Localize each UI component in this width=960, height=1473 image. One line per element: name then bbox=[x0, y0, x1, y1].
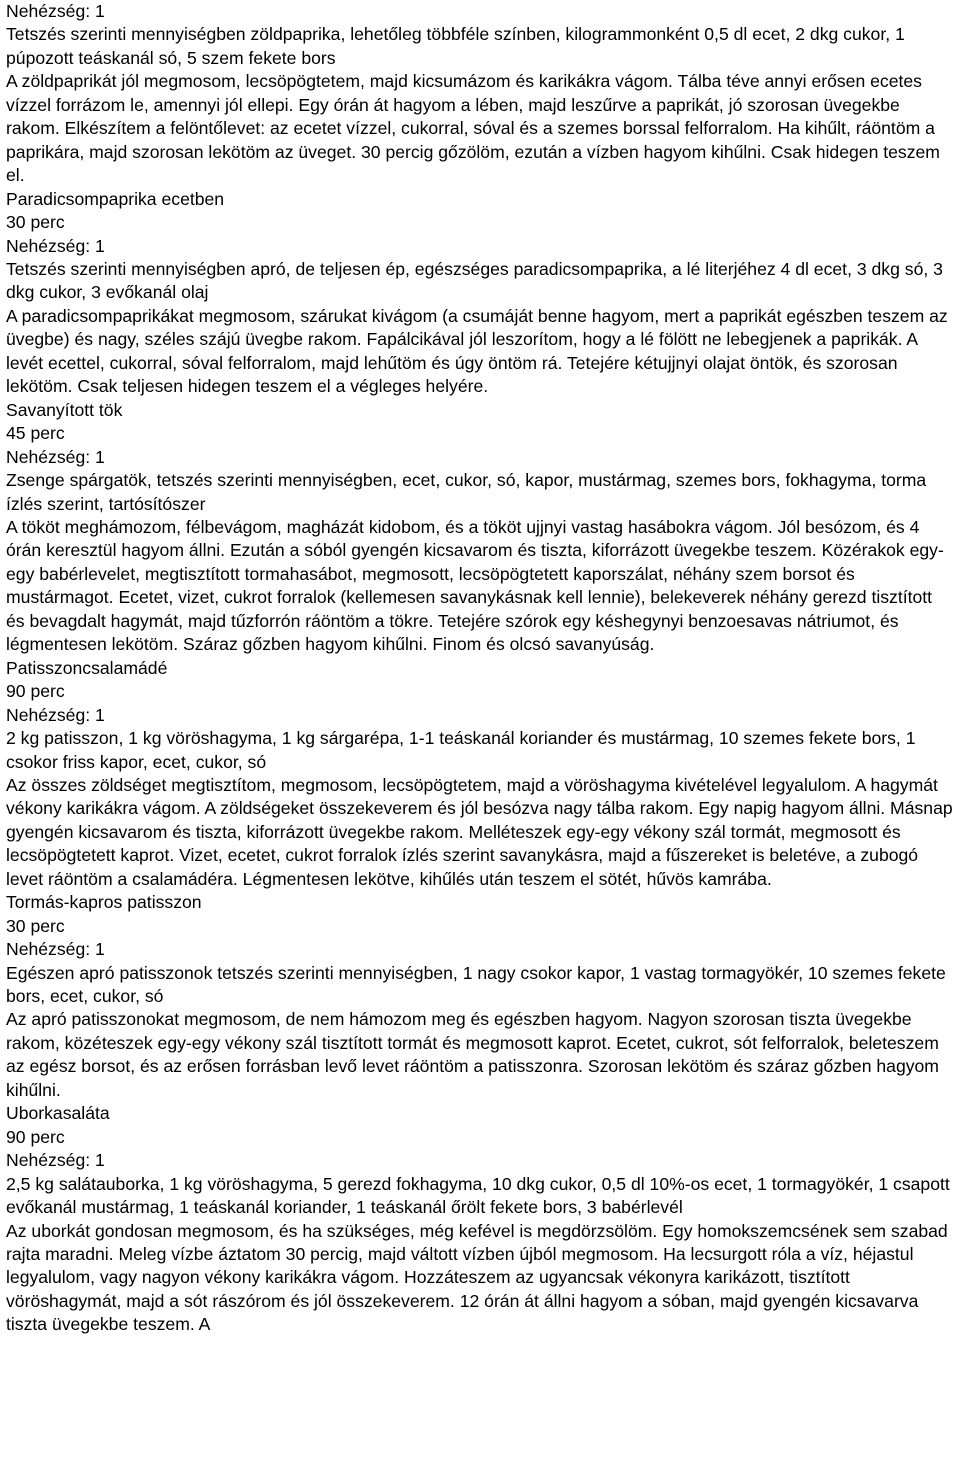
recipe-patisszoncsalamade bbox=[6, 657, 958, 892]
recipe-time: 90 perc bbox=[6, 1126, 65, 1147]
recipe-savanyitott-tok bbox=[6, 399, 954, 657]
recipe-paradicsompaprika bbox=[6, 188, 954, 399]
recipe-method: A paradicsompaprikákat megmosom, szárukat kivágom (a csumáját benne hagyom, mert a paprikát egészben teszem az üvegbe) és nagy, széles szájú üvegbe rakom. Fapálcikával jól leszorítom, hogy a lé fölött ne lebegjenek a paprikák. A levét ecettel, cukorral, sóval felforralom, majd lehűtöm és úgy öntöm rá. Tetejére kétujjnyi olajat öntök, és szorosan lekötöm. Csak teljesen hidegen teszem el a végleges helyére. bbox=[6, 305, 953, 397]
recipe-ingredients: Zsenge spárgatök, tetszés szerinti mennyiségben, ecet, cukor, só, kapor, mustármag, szemes bors, fokhagyma, torma ízlés szerint, tartósítószer bbox=[6, 470, 932, 514]
recipe-ingredients: Tetszés szerinti mennyiségben zöldpaprika, lehetőleg többféle színben, kilogrammonként 0,5 dl ecet, 2 dkg cukor, 1 púpozott teáskanál só, 5 szem fekete bors bbox=[6, 24, 910, 68]
recipe-method: A zöldpaprikát jól megmosom, lecsöpögtetem, majd kicsumázom és karikákra vágom. Tálba téve annyi erősen ecetes vízzel forrázom le, amennyi jól ellepi. Egy órán át hagyom a lében, majd leszűrve a paprikát, jó szorosan üvegekbe rakom. Elkészítem a felöntőlevet: az ecetet vízzel, cukorral, sóval és a szemes borssal felforralom. Ha kihűlt, ráöntöm a paprikára, majd szorosan lekötöm az üveget. 30 percig gőzölöm, ezután a vízben hagyom kihűlni. Csak hidegen teszem el. bbox=[6, 71, 945, 186]
recipe-ingredients: 2 kg patisszon, 1 kg vöröshagyma, 1 kg sárgarépa, 1-1 teáskanál koriander és mustármag, 10 szemes fekete bors, 1 csokor friss kapor, ecet, cukor, só bbox=[6, 728, 921, 772]
recipe-title: Uborkasaláta bbox=[6, 1103, 110, 1124]
recipe-time: 30 perc bbox=[6, 915, 65, 936]
recipe-time: 45 perc bbox=[6, 423, 65, 444]
recipe-difficulty: Nehézség: 1 bbox=[6, 939, 105, 960]
recipe-title: Paradicsompaprika ecetben bbox=[6, 188, 225, 209]
recipe-difficulty: Nehézség: 1 bbox=[6, 1, 105, 21]
recipe-time: 90 perc bbox=[6, 681, 65, 702]
recipe-difficulty: Nehézség: 1 bbox=[6, 446, 105, 467]
recipe-method: Az apró patisszonokat megmosom, de nem hámozom meg és egészben hagyom. Nagyon szorosan tiszta üvegekbe rakom, közéteszek egy-egy vékony szál tisztított tormát és megmosott kaprot. Ecetet, cukrot, sót felforralok, beleteszem az egész borsot, és az erősen forrásban levő levet ráöntöm a patisszonra. Szorosan lekötöm és száraz gőzben hagyom kihűlni. bbox=[6, 1009, 944, 1100]
recipe-method: A tököt meghámozom, félbevágom, magházát kidobom, és a tököt ujjnyi vastag hasábokra vágom. Jól besózom, és 4 órán keresztül hagyom állni. Ezután a sóból gyengén kicsavarom és tiszta, kiforrázott üvegekbe teszem. Közérakok egy-egy babérlevelet, megtisztított tormahasábot, megmosott, lecsöpögtetett kaporszálat, néhány szem borsot és mustármagot. Ecetet, vizet, cukrot forralok (kellemesen savanykásnak kell lennie), belekeverek néhány gerezd tisztított és bevagdalt hagymát, majd tűzforrón ráöntöm a tökre. Tetejére szórok egy késhegynyi benzoesavas nátriumot, és légmentesen lekötöm. Száraz gőzben hagyom kihűlni. Finom és olcsó savanyúság. bbox=[6, 516, 944, 655]
recipe-difficulty: Nehézség: 1 bbox=[6, 1150, 105, 1171]
recipe-difficulty: Nehézség: 1 bbox=[6, 704, 105, 725]
recipe-method: Az uborkát gondosan megmosom, és ha szükséges, még kefével is megdörzsölöm. Egy homokszemcsének sem szabad rajta maradni. Meleg vízbe áztatom 30 percig, majd váltott vízben újból megmosom. Ha lecsurgott róla a víz, héjastul legyalulom, vagy nagyon vékony karikákra vágom. Hozzáteszem az ugyancsak vékonyra karikázott, tisztított vöröshagymát, majd a sót rászórom és jól összekeverem. 12 órán át állni hagyom a sóban, majd gyengén kicsavarva tiszta üvegekbe teszem. A bbox=[6, 1220, 953, 1335]
recipe-tormas-kapros-patisszon bbox=[6, 891, 954, 1102]
recipe-title: Patisszoncsalamádé bbox=[6, 657, 168, 678]
recipe-time: 30 perc bbox=[6, 212, 65, 233]
recipe-title: Savanyított tök bbox=[6, 399, 123, 420]
recipe-intro bbox=[6, 0, 954, 188]
recipe-ingredients: Tetszés szerinti mennyiségben apró, de teljesen ép, egészséges paradicsompaprika, a lé literjéhez 4 dl ecet, 3 dkg só, 3 dkg cukor, 3 evőkanál olaj bbox=[6, 258, 948, 303]
recipe-difficulty: Nehézség: 1 bbox=[6, 235, 105, 256]
recipe-method: Az összes zöldséget megtisztítom, megmosom, lecsöpögtetem, majd a vöröshagyma kivételével legyalulom. A hagymát vékony karikákra vágom. A zöldségeket összekeverem és jól besózva nagy tálba rakom. Egy napig hagyom állni. Másnap gyengén kicsavarom és tiszta, kiforrázott üvegekbe rakom. Melléteszek egy-egy vékony szál tormát, megmosott és lecsöpögtetett kaprot. Vizet, ecetet, cukrot forralok ízlés szerint savanykásra, majd a fűszereket is beletéve, a zubogó levet ráöntöm a csalamádéra. Légmentesen lekötve, kihűlés után teszem el sötét, hűvös kamrába. bbox=[6, 774, 958, 889]
recipe-ingredients: 2,5 kg salátauborka, 1 kg vöröshagyma, 5 gerezd fokhagyma, 10 dkg cukor, 0,5 dl 10%-os ecet, 1 tormagyökér, 1 csapott evőkanál mustármag, 1 teáskanál koriander, 1 teáskanál őrölt fekete bors, 3 babérlevél bbox=[6, 1173, 955, 1218]
recipe-ingredients: Egészen apró patisszonok tetszés szerinti mennyiségben, 1 nagy csokor kapor, 1 vastag tormagyökér, 10 szemes fekete bors, ecet, cukor, só bbox=[6, 962, 951, 1007]
recipe-title: Tormás-kapros patisszon bbox=[6, 892, 202, 913]
recipe-uborkasalata bbox=[6, 1102, 954, 1337]
